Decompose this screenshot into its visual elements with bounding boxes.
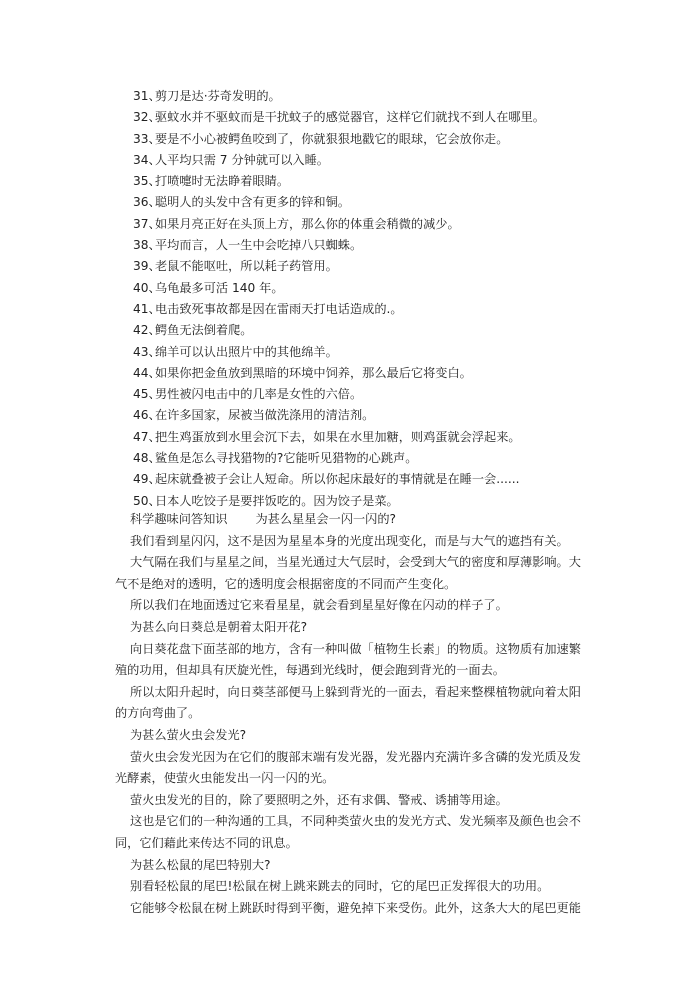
- fact-number: 35、: [133, 174, 161, 189]
- fact-number: 39、: [133, 259, 161, 274]
- body-line: 所以我们在地面透过它来看星星，就会看到星星好像在闪动的样子了。: [130, 598, 508, 613]
- body-line: 为甚么向日葵总是朝着太阳开花?: [130, 619, 308, 634]
- fact-number: 49、: [133, 472, 161, 487]
- body-line: 的方向弯曲了。: [115, 706, 201, 721]
- fact-number: 40、: [133, 280, 161, 295]
- body-line: 别看轻松鼠的尾巴!松鼠在树上跳来跳去的同时，它的尾巴正发挥很大的功用。: [130, 879, 550, 894]
- fact-item: [133, 171, 545, 192]
- qa-section: [115, 509, 595, 919]
- fact-text: 在许多国家，尿被当做洗涤用的清洁剂。: [155, 408, 375, 423]
- fact-number: 44、: [133, 365, 161, 380]
- fact-item: [133, 129, 545, 150]
- body-line: 我们看到星闪闪，这不是因为星星本身的光度出现变化，而是与大气的遮挡有关。: [130, 533, 569, 548]
- body-line: 萤火虫会发光因为在它们的腹部末端有发光器，发光器内充满许多含磷的发光质及发: [130, 749, 581, 764]
- fact-text: 把生鸡蛋放到水里会沉下去，如果在水里加糖，则鸡蛋就会浮起来。: [155, 429, 521, 444]
- fact-text: 日本人吃饺子是要拌饭吃的。因为饺子是菜。: [155, 493, 399, 508]
- fact-number: 43、: [133, 344, 161, 359]
- fact-number: 42、: [133, 323, 161, 338]
- fact-text: 如果月亮正好在头顶上方，那么你的体重会稍微的减少。: [155, 216, 460, 231]
- fact-text: 乌龟最多可活 140 年。: [155, 280, 284, 295]
- section-heading: [115, 509, 595, 531]
- fact-item: [133, 469, 545, 490]
- fact-number: 50、: [133, 493, 161, 508]
- fact-text: 如果你把金鱼放到黑暗的环境中饲养，那么最后它将变白。: [155, 365, 472, 380]
- body-line: 为甚么萤火虫会发光?: [130, 727, 247, 742]
- fact-text: 驱蚊水并不驱蚊而是干扰蚊子的感觉器官，这样它们就找不到人在哪里。: [155, 110, 545, 125]
- fact-item: [133, 278, 545, 299]
- fact-text: 打喷嚏时无法睁着眼睛。: [155, 174, 290, 189]
- fact-number: 36、: [133, 195, 161, 210]
- body-line: 萤火虫发光的目的，除了要照明之外，还有求偶、警戒、诱捕等用途。: [130, 792, 508, 807]
- body-line: 这也是它们的一种沟通的工具，不同种类萤火虫的发光方式、发光频率及颜色也会不: [130, 814, 581, 829]
- fact-item: [133, 342, 545, 363]
- fact-text: 鲨鱼是怎么寻找猎物的?它能听见猎物的心跳声。: [155, 451, 418, 466]
- fact-item: [133, 405, 545, 426]
- fact-text: 剪刀是达·芬奇发明的。: [155, 89, 281, 103]
- fact-number: 38、: [133, 238, 161, 253]
- fact-number: 33、: [133, 131, 161, 146]
- fact-text: 男性被闪电击中的几率是女性的六倍。: [155, 387, 363, 402]
- fact-item: [133, 299, 545, 320]
- section-label: 科学趣味问答知识: [130, 512, 228, 526]
- body-line: 向日葵花盘下面茎部的地方，含有一种叫做「植物生长素」的物质。这物质有加速繁: [130, 641, 581, 656]
- fact-item: [133, 363, 545, 384]
- body-line: 气不是绝对的透明，它的透明度会根据密度的不同而产生变化。: [115, 576, 457, 591]
- fact-text: 起床就叠被子会让人短命。所以你起床最好的事情就是在睡一会......: [155, 472, 520, 487]
- fact-item: [133, 235, 545, 256]
- fact-number: 47、: [133, 429, 161, 444]
- fact-text: 聪明人的头发中含有更多的锌和铜。: [155, 195, 350, 210]
- fact-item: [133, 150, 545, 171]
- fact-item: [133, 214, 545, 235]
- fact-number: 41、: [133, 301, 161, 316]
- fact-text: 老鼠不能呕吐，所以耗子药管用。: [155, 259, 338, 274]
- fact-item: [133, 256, 545, 277]
- fact-text: 鳄鱼无法倒着爬。: [155, 323, 253, 338]
- fact-number: 45、: [133, 387, 161, 402]
- fact-number: 48、: [133, 451, 161, 466]
- fact-number: 34、: [133, 152, 161, 167]
- fact-number: 32、: [133, 110, 161, 125]
- fact-text: 绵羊可以认出照片中的其他绵羊。: [155, 344, 338, 359]
- question-heading: 为甚么星星会一闪一闪的?: [255, 512, 397, 526]
- numbered-facts-list: [133, 86, 545, 512]
- fact-number: 31、: [133, 89, 161, 103]
- fact-text: 电击致死事故都是因在雷雨天打电话造成的.。: [155, 301, 403, 316]
- fact-item: [133, 448, 545, 469]
- fact-item: [133, 86, 545, 107]
- body-line: 为甚么松鼠的尾巴特别大?: [130, 857, 271, 872]
- fact-item: [133, 320, 545, 341]
- fact-text: 要是不小心被鳄鱼咬到了，你就狠狠地戳它的眼球，它会放你走。: [155, 131, 509, 146]
- fact-text: 平均而言，人一生中会吃掉八只蜘蛛。: [155, 238, 363, 253]
- fact-item: [133, 192, 545, 213]
- body-line: 它能够令松鼠在树上跳跃时得到平衡，避免掉下来受伤。此外，这条大大的尾巴更能: [130, 900, 581, 915]
- body-line: 同，它们藉此来传达不同的讯息。: [115, 835, 298, 850]
- fact-number: 46、: [133, 408, 161, 423]
- fact-number: 37、: [133, 216, 161, 231]
- fact-item: [133, 384, 545, 405]
- body-line: 光酵素，使萤火虫能发出一闪一闪的光。: [115, 771, 335, 786]
- body-line: 所以太阳升起时，向日葵茎部便马上躲到背光的一面去，看起来整棵植物就向着太阳: [130, 684, 581, 699]
- fact-item: [133, 427, 545, 448]
- body-line: 大气隔在我们与星星之间，当星光通过大气层时，会受到大气的密度和厚薄影响。大: [130, 555, 581, 570]
- fact-item: [133, 107, 545, 128]
- fact-text: 人平均只需 7 分钟就可以入睡。: [155, 152, 329, 167]
- body-line: 殖的功用，但却具有厌旋光性，每遇到光线时，便会跑到背光的一面去。: [115, 663, 505, 678]
